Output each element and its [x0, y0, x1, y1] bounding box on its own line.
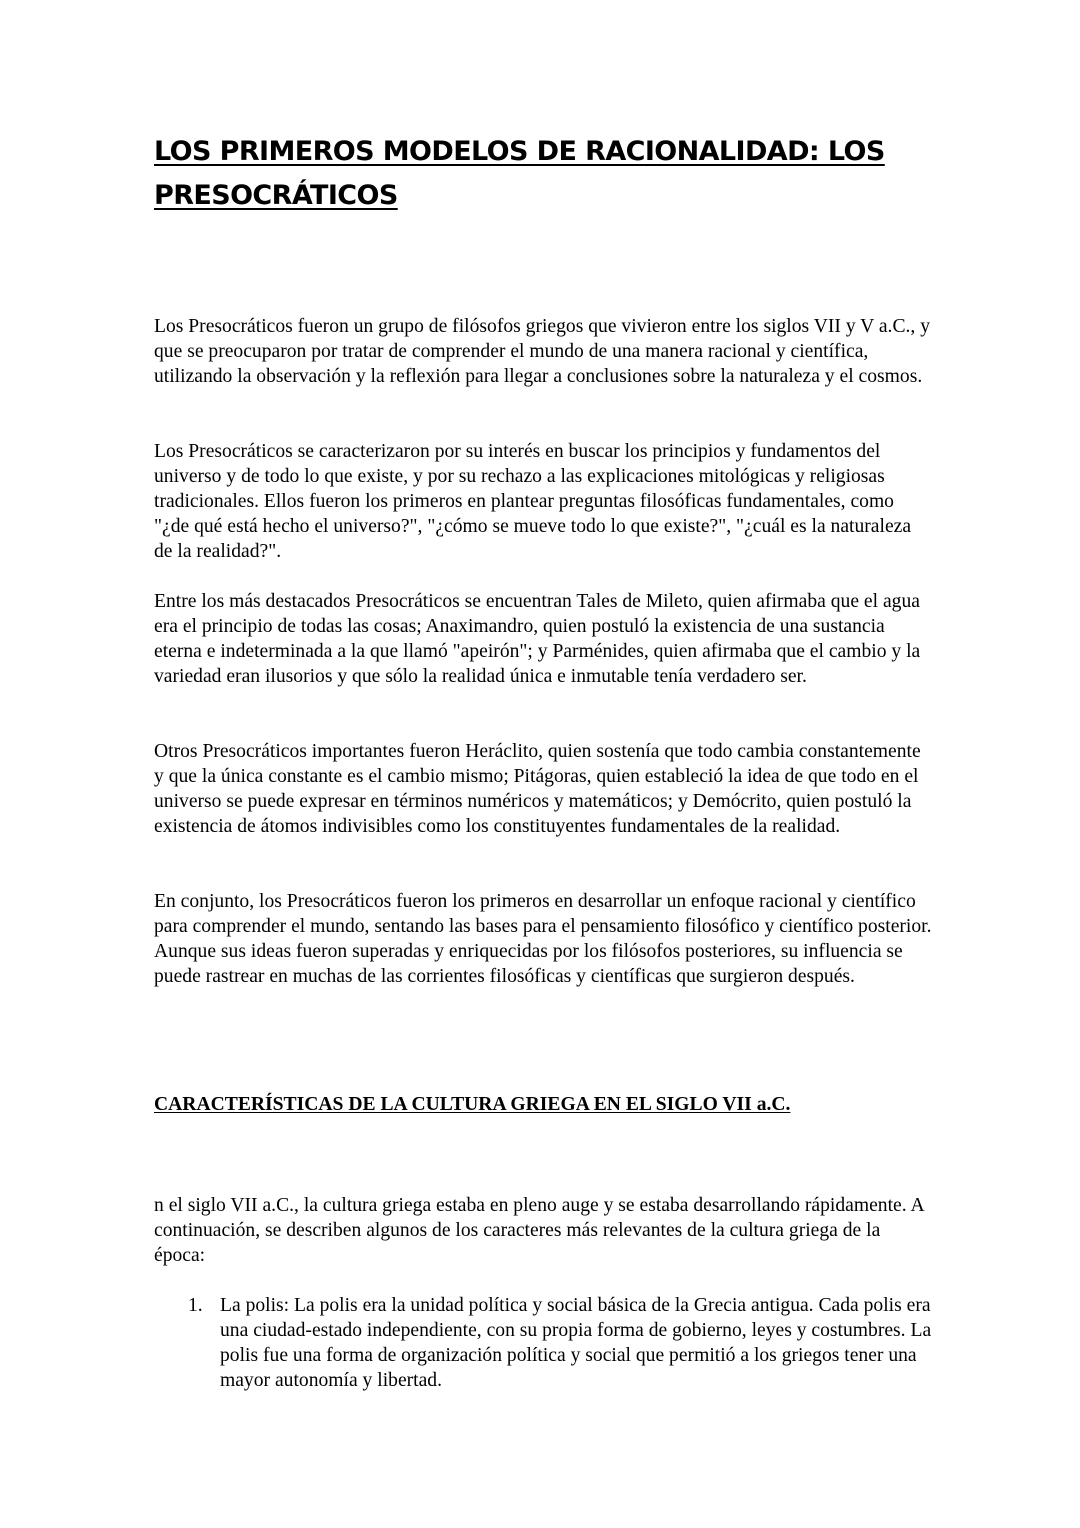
paragraph-4: Otros Presocráticos importantes fueron Heráclito, quien sostenía que todo cambia constantemente y que la única constante es el cambio mismo; Pitágoras, quien estableció la idea de que todo en el universo se puede expresar en términos numéricos y matemáticos; y Demócrito, quien postuló la existencia de átomos indivisibles como los constituyentes fundamentales de la realidad.	[154, 741, 921, 837]
numbered-list	[154, 1293, 934, 1393]
list-item-text: La polis: La polis era la unidad política y social básica de la Grecia antigua. Cada polis era una ciudad-estado independiente, con su propia forma de gobierno, leyes y costumbres. La polis fue una forma de organización política y social que permitió a los griegos tener una mayor autonomía y libertad.	[220, 1295, 932, 1391]
list-item	[154, 1293, 934, 1393]
paragraph-2: Los Presocráticos se caracterizaron por su interés en buscar los principios y fundamentos del universo y de todo lo que existe, y por su rechazo a las explicaciones mitológicas y religiosas tradicionales. Ellos fueron los primeros en plantear preguntas filosóficas fundamentales, como "¿de qué está hecho el universo?", "¿cómo se mueve todo lo que existe?", "¿cuál es la naturaleza de la realidad?".	[154, 441, 912, 562]
paragraph-3: Entre los más destacados Presocráticos se encuentran Tales de Mileto, quien afirmaba que el agua era el principio de todas las cosas; Anaximandro, quien postuló la existencia de una sustancia eterna e indeterminada a la que llamó "apeirón"; y Parménides, quien afirmaba que el cambio y la variedad eran ilusorios y que sólo la realidad única e inmutable tenía verdadero ser.	[154, 591, 921, 687]
section-intro: n el siglo VII a.C., la cultura griega estaba en pleno auge y se estaba desarrollando rápidamente. A continuación, se describen algunos de los caracteres más relevantes de la cultura griega de la época:	[154, 1195, 924, 1266]
section-heading: CARACTERÍSTICAS DE LA CULTURA GRIEGA EN EL SIGLO VII a.C.	[154, 1094, 791, 1115]
document-title: LOS PRIMEROS MODELOS DE RACIONALIDAD: LOS PRESOCRÁTICOS	[154, 136, 885, 211]
list-marker: 1.	[188, 1295, 203, 1316]
paragraph-5: En conjunto, los Presocráticos fueron los primeros en desarrollar un enfoque racional y científico para comprender el mundo, sentando las bases para el pensamiento filosófico y científico posterior. Aunque sus ideas fueron superadas y enriquecidas por los filósofos posteriores, su influencia se puede rastrear en muchas de las corrientes filosóficas y científicas que surgieron después.	[154, 891, 932, 987]
paragraph-1: Los Presocráticos fueron un grupo de filósofos griegos que vivieron entre los siglos VII y V a.C., y que se preocuparon por tratar de comprender el mundo de una manera racional y científica, utilizando la observación y la reflexión para llegar a conclusiones sobre la naturaleza y el cosmos.	[154, 316, 931, 387]
